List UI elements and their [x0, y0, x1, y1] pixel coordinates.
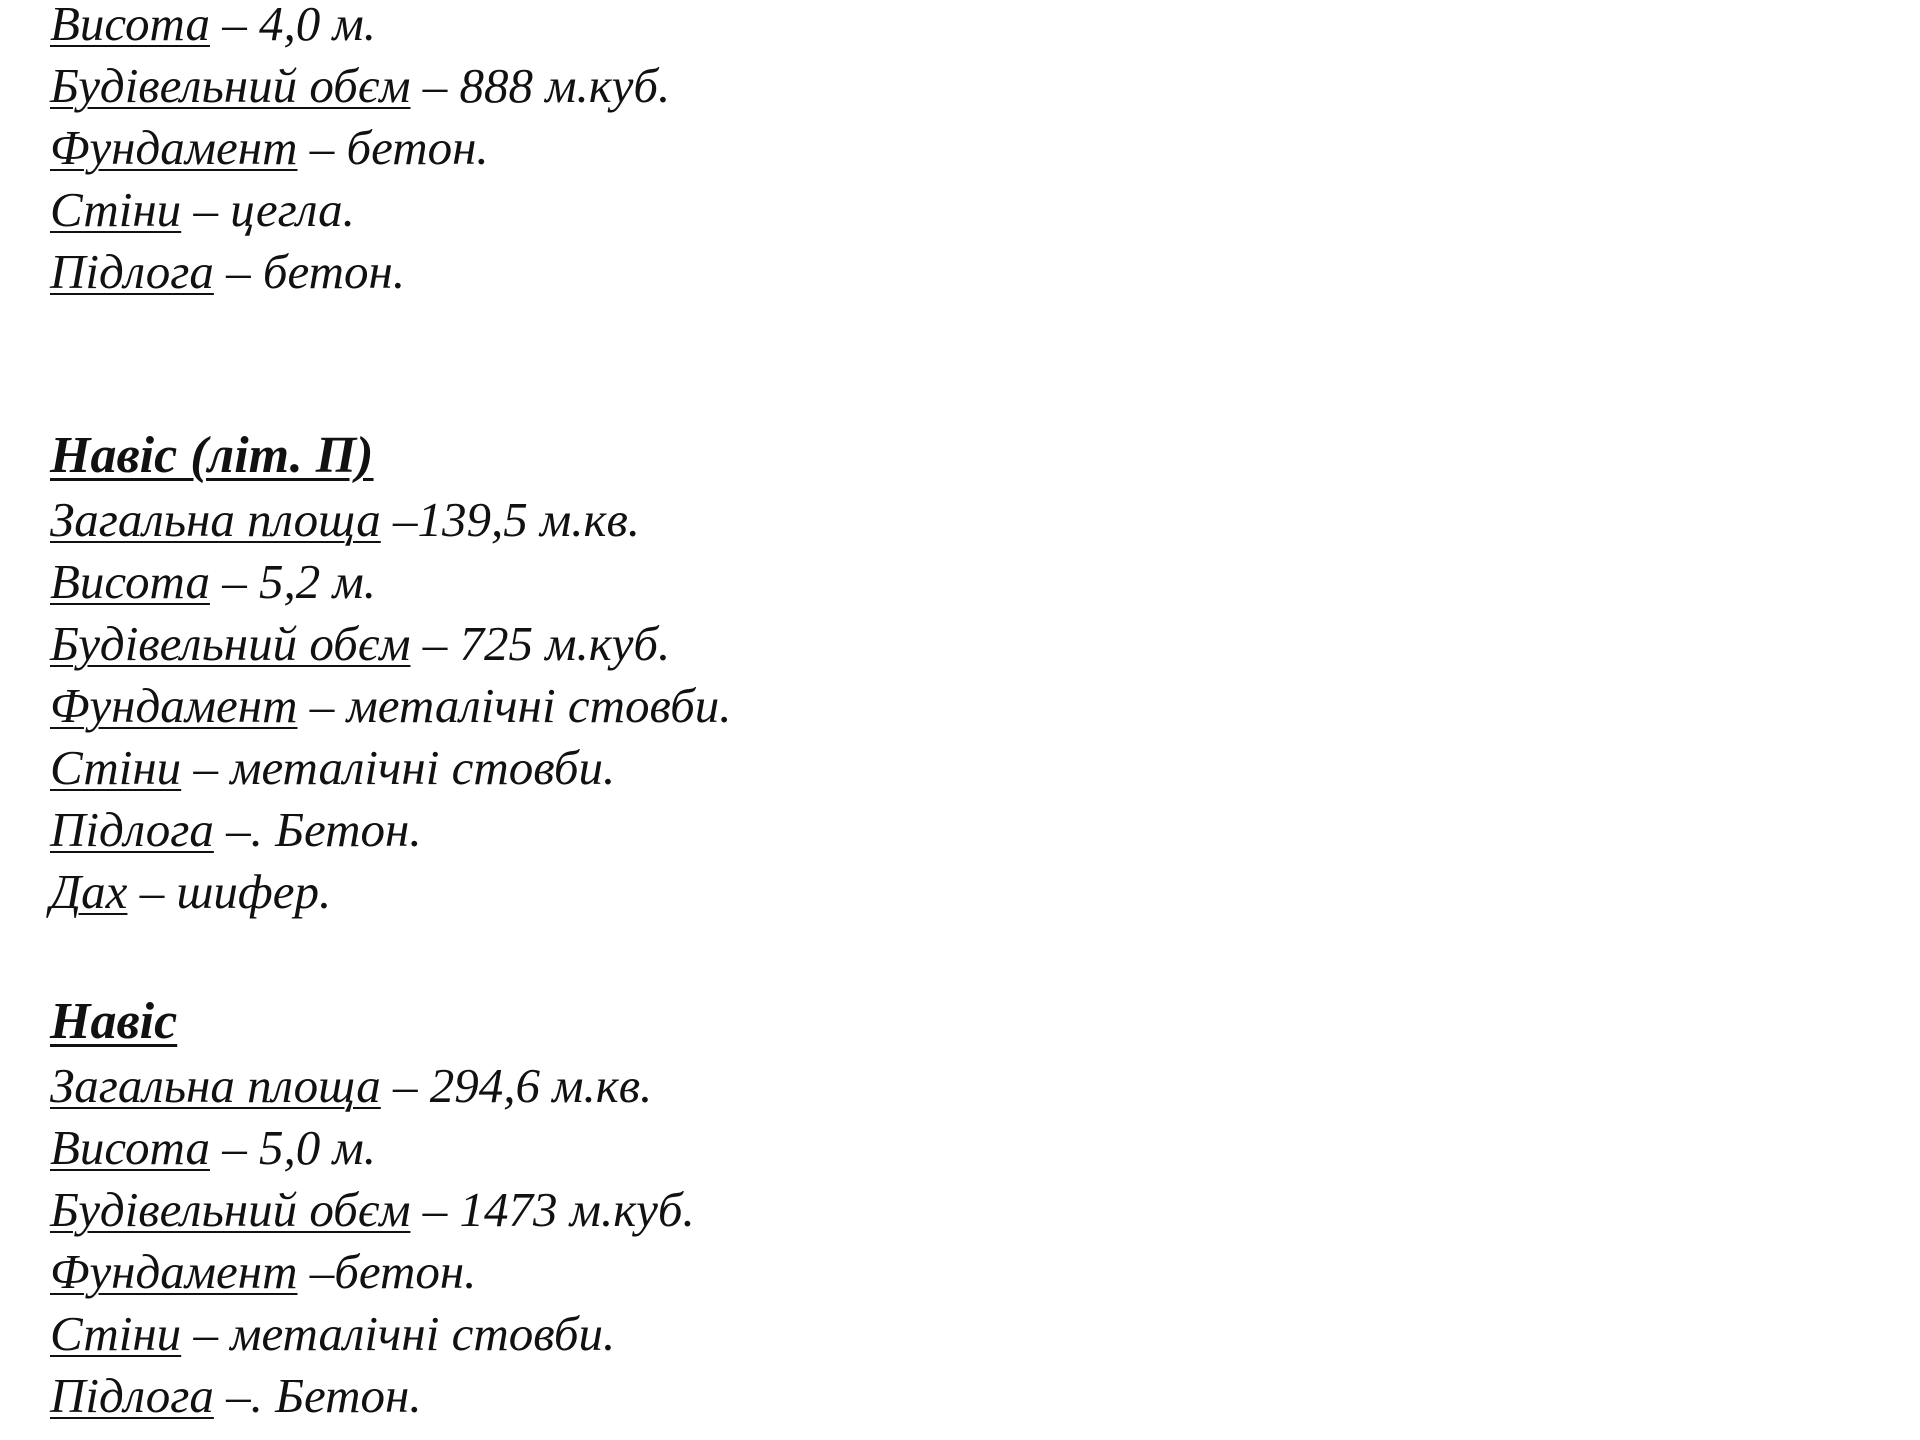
section-heading: Навіс (літ. П): [50, 427, 374, 484]
spec-line-height: [50, 1118, 376, 1178]
document-page: [50, 0, 1890, 1440]
spec-term: Висота: [50, 554, 210, 609]
spec-line-floor: [50, 242, 405, 302]
spec-line-volume: [50, 1180, 695, 1240]
spec-value: – металічні стовби.: [181, 740, 616, 795]
spec-value: –бетон.: [297, 1244, 477, 1299]
spec-term: Будівельний обєм: [50, 1182, 411, 1237]
spec-line-height: [50, 0, 376, 54]
spec-term: Фундамент: [50, 678, 298, 733]
spec-value: – 888 м.куб.: [410, 58, 671, 113]
spec-value: – 294,6 м.кв.: [380, 1058, 653, 1113]
spec-line-foundation: [50, 676, 732, 736]
spec-line-foundation: [50, 1242, 476, 1302]
spec-line-foundation: [50, 118, 489, 178]
spec-line-volume: [50, 56, 670, 116]
spec-value: – 4,0 м.: [209, 0, 376, 51]
spec-line-floor: [50, 800, 422, 860]
spec-value: – 1473 м.куб.: [410, 1182, 695, 1237]
spec-line-floor: [50, 1366, 422, 1426]
spec-value: – шифер.: [127, 864, 332, 919]
spec-value: – цегла.: [181, 182, 355, 237]
spec-line-volume: [50, 614, 670, 674]
spec-value: – 5,0 м.: [209, 1120, 376, 1175]
cut-off-line-fragment: [50, 316, 470, 324]
spec-value: –139,5 м.кв.: [380, 492, 640, 547]
spec-term: Стіни: [50, 182, 182, 237]
spec-value: – 5,2 м.: [209, 554, 376, 609]
spec-value: – металічні стовби.: [297, 678, 732, 733]
spec-value: – бетон.: [297, 120, 489, 175]
spec-value: – 725 м.куб.: [410, 616, 671, 671]
spec-term: Загальна площа: [50, 492, 381, 547]
spec-term: Будівельний обєм: [50, 616, 411, 671]
spec-line-walls: [50, 738, 615, 798]
spec-line-roof: [50, 862, 331, 922]
spec-value: –. Бетон.: [213, 802, 422, 857]
spec-term: Висота: [50, 0, 210, 51]
spec-line-height: [50, 552, 376, 612]
spec-value: –. Бетон.: [213, 1368, 422, 1423]
spec-term: Стіни: [50, 1306, 182, 1361]
spec-line-walls: [50, 1304, 615, 1364]
spec-term: Дах: [50, 864, 128, 919]
spec-line-area: [50, 490, 640, 550]
spec-term: Стіни: [50, 740, 182, 795]
spec-term: Загальна площа: [50, 1058, 381, 1113]
spec-value: – металічні стовби.: [181, 1306, 616, 1361]
spec-value: – бетон.: [213, 244, 406, 299]
spec-term: Підлога: [50, 802, 214, 857]
spec-line-area: [50, 1056, 652, 1116]
spec-term: Фундамент: [50, 120, 298, 175]
cut-off-line-fragment: [50, 1432, 470, 1440]
section-heading: Навіс: [50, 993, 178, 1050]
spec-term: Фундамент: [50, 1244, 298, 1299]
spec-term: Будівельний обєм: [50, 58, 411, 113]
spec-term: Висота: [50, 1120, 210, 1175]
spec-term: Підлога: [50, 244, 214, 299]
spec-term: Підлога: [50, 1368, 214, 1423]
spec-line-walls: [50, 180, 355, 240]
